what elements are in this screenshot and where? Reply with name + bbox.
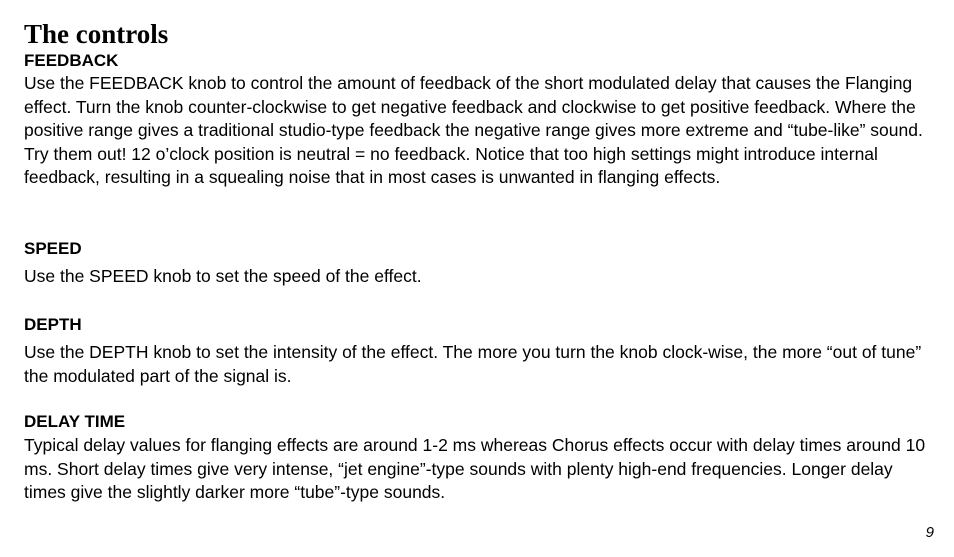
section-body-depth: Use the DEPTH knob to set the intensity of the effect. The more you turn the knob clock-wise, the more “out of tune” the modulated part of the signal is.	[24, 342, 922, 386]
section-heading-depth: DEPTH	[24, 315, 82, 334]
section-delay-time	[24, 411, 939, 505]
page-number: 9	[925, 524, 934, 541]
section-depth	[24, 314, 939, 388]
page-title: The controls	[24, 19, 169, 49]
section-heading-delay-time: DELAY TIME	[24, 412, 126, 431]
section-heading-speed: SPEED	[24, 239, 82, 258]
section-body-speed: Use the SPEED knob to set the speed of the effect.	[24, 266, 422, 286]
section-feedback	[24, 50, 939, 190]
section-speed	[24, 238, 939, 289]
section-body-feedback: Use the FEEDBACK knob to control the amount of feedback of the short modulated delay that causes the Flanging effect. Turn the knob counter-clockwise to get negative feedback and clockwise to get positive feedback. Where the positive range gives a traditional studio-type feedback the negative range gives more extreme and “tube-like” sound. Try them out! 12 o’clock position is neutral = no feedback. Notice that too high settings might introduce internal feedback, resulting in a squealing noise that in most cases is unwanted in flanging effects.	[24, 73, 923, 188]
section-body-delay-time: Typical delay values for flanging effects are around 1-2 ms whereas Chorus effects occur with delay times around 10 ms. Short delay times give very intense, “jet engine”-type sounds with plenty high-end frequencies. Longer delay times give the slightly darker more “tube”-type sounds.	[24, 435, 926, 503]
section-heading-feedback: FEEDBACK	[24, 51, 119, 70]
